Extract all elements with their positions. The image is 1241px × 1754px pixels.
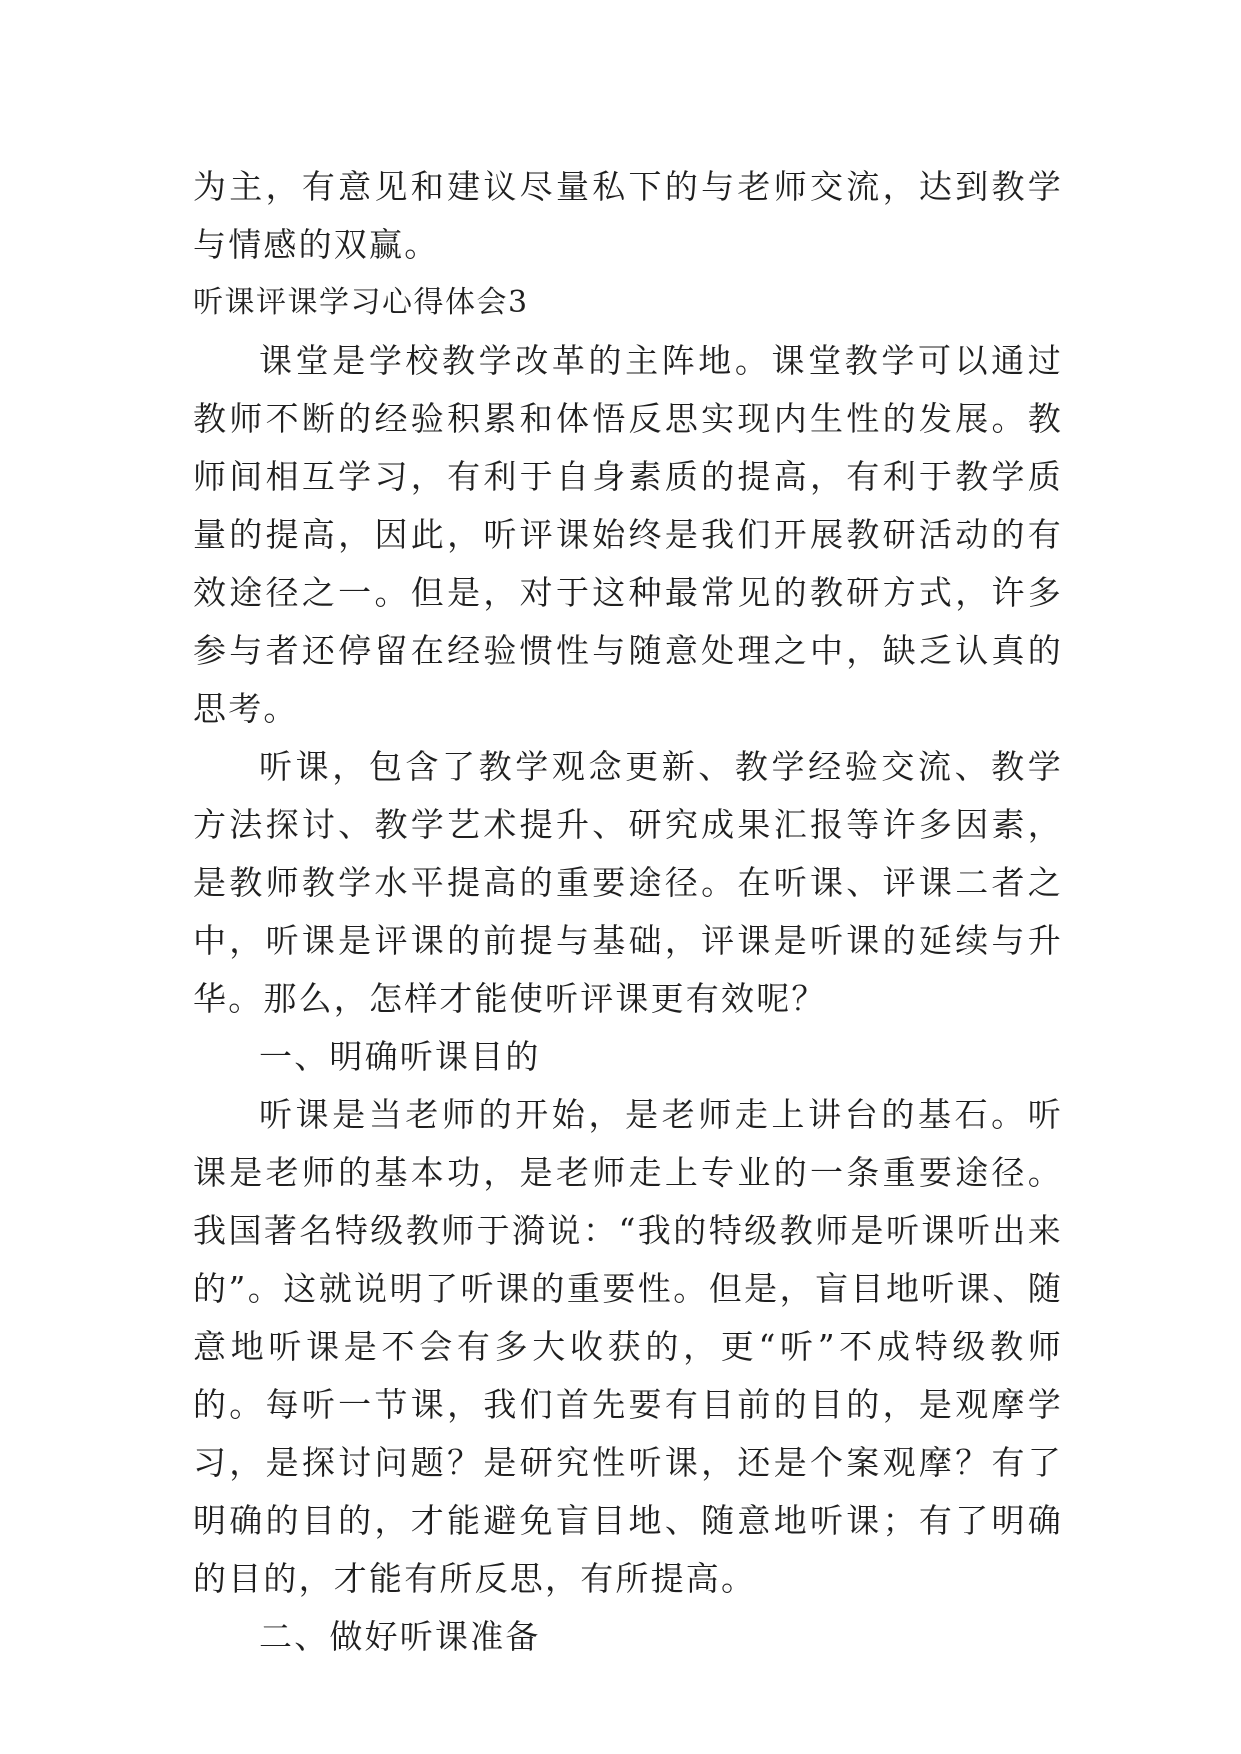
paragraph-2: 听课，包含了教学观念更新、教学经验交流、教学方法探讨、教学艺术提升、研究成果汇报等许多因素，是教师教学水平提高的重要途径。在听课、评课二者之中，听课是评课的前提与基础，评课是听课的延续与升华。那么，怎样才能使听评课更有效呢？ xyxy=(193,747,1063,1018)
paragraph-continuation: 为主，有意见和建议尽量私下的与老师交流，达到教学与情感的双赢。 xyxy=(193,167,1063,264)
section-title: 听课评课学习心得体会3 xyxy=(193,285,529,320)
heading-2: 二、做好听课准备 xyxy=(259,1617,541,1656)
paragraph-3: 听课是当老师的开始，是老师走上讲台的基石。听课是老师的基本功，是老师走上专业的一条重要途径。我国著名特级教师于漪说：“我的特级教师是听课听出来的”。这就说明了听课的重要性。但是，盲目地听课、随意地听课是不会有多大收获的，更“听”不成特级教师的。每听一节课，我们首先要有目前的目的，是观摩学习，是探讨问题？是研究性听课，还是个案观摩？有了明确的目的，才能避免盲目地、随意地听课；有了明确的目的，才能有所反思，有所提高。 xyxy=(193,1095,1063,1598)
heading-1: 一、明确听课目的 xyxy=(259,1037,541,1076)
paragraph-1: 课堂是学校教学改革的主阵地。课堂教学可以通过教师不断的经验积累和体悟反思实现内生性的发展。教师间相互学习，有利于自身素质的提高，有利于教学质量的提高，因此，听评课始终是我们开展教研活动的有效途径之一。但是，对于这种最常见的教研方式，许多参与者还停留在经验惯性与随意处理之中，缺乏认真的思考。 xyxy=(193,341,1063,728)
document-body xyxy=(193,158,1063,1666)
